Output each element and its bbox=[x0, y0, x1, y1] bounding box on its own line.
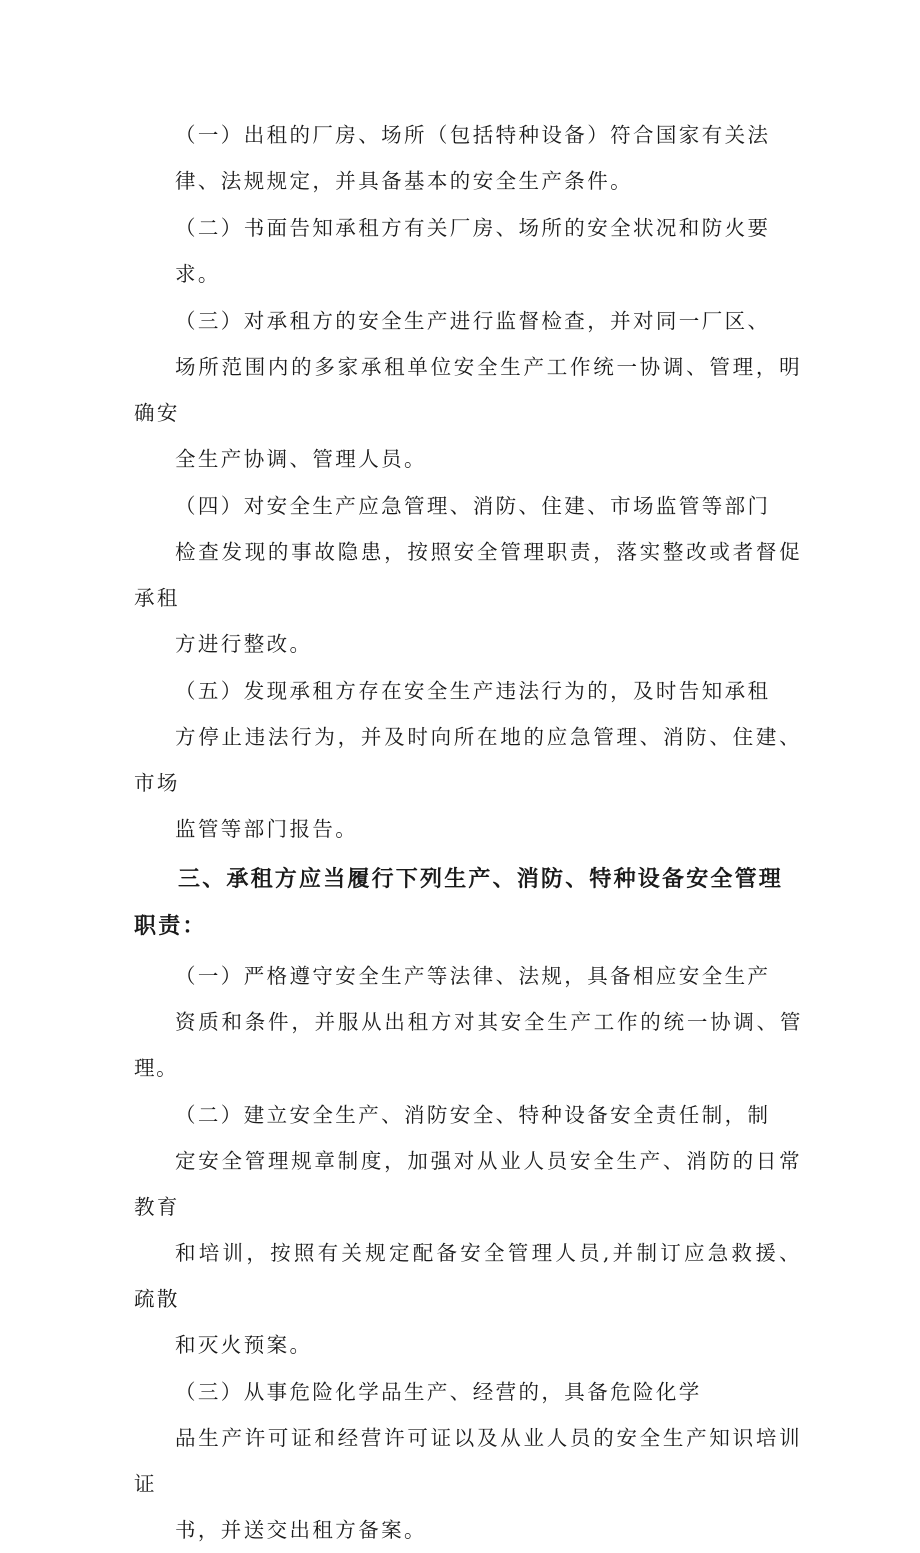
text-line: 书，并送交出租方备案。 bbox=[175, 1518, 427, 1542]
text-line: （二）建立安全生产、消防安全、特种设备安全责任制，制 bbox=[175, 1103, 771, 1127]
paragraph-item-2 bbox=[134, 1092, 802, 1368]
heading-line: 三、承租方应当履行下列生产、消防、特种设备安全管理 bbox=[178, 867, 784, 892]
text-line: 品生产许可证和经营许可证以及从业人员的安全生产知识培训证 bbox=[134, 1426, 802, 1496]
document-page bbox=[134, 112, 802, 1553]
text-line: （四）对安全生产应急管理、消防、住建、市场监管等部门 bbox=[175, 494, 771, 518]
paragraph-item-5 bbox=[134, 668, 802, 852]
text-line: （五）发现承租方存在安全生产违法行为的，及时告知承租 bbox=[175, 679, 771, 703]
text-line: （一）出租的厂房、场所（包括特种设备）符合国家有关法 bbox=[175, 123, 771, 147]
text-line: 检查发现的事故隐患，按照安全管理职责，落实整改或者督促承租 bbox=[134, 540, 802, 610]
text-line: （二）书面告知承租方有关厂房、场所的安全状况和防火要 bbox=[175, 216, 771, 240]
text-line: 监管等部门报告。 bbox=[175, 817, 359, 841]
text-line: 和灭火预案。 bbox=[175, 1333, 313, 1357]
text-line: 方进行整改。 bbox=[175, 632, 313, 656]
text-line: （三）对承租方的安全生产进行监督检查，并对同一厂区、 bbox=[175, 309, 771, 333]
paragraph-item-1 bbox=[134, 112, 802, 204]
text-line: 资质和条件，并服从出租方对其安全生产工作的统一协调、管理。 bbox=[134, 1010, 802, 1080]
text-line: （一）严格遵守安全生产等法律、法规，具备相应安全生产 bbox=[175, 964, 771, 988]
text-line: 全生产协调、管理人员。 bbox=[175, 447, 427, 471]
text-line: 方停止违法行为，并及时向所在地的应急管理、消防、住建、市场 bbox=[134, 725, 802, 795]
paragraph-item-3 bbox=[134, 298, 802, 482]
paragraph-item-3 bbox=[134, 1369, 802, 1553]
text-line: 定安全管理规章制度，加强对从业人员安全生产、消防的日常教育 bbox=[134, 1149, 802, 1219]
text-line: 律、法规规定，并具备基本的安全生产条件。 bbox=[175, 169, 633, 193]
paragraph-item-2 bbox=[134, 205, 802, 297]
text-line: 场所范围内的多家承租单位安全生产工作统一协调、管理，明确安 bbox=[134, 355, 802, 425]
paragraph-item-1 bbox=[134, 953, 802, 1091]
heading-line: 职责： bbox=[134, 914, 207, 939]
paragraph-item-4 bbox=[134, 483, 802, 667]
section-heading bbox=[134, 856, 802, 950]
text-line: 和培训，按照有关规定配备安全管理人员,并制订应急救援、疏散 bbox=[134, 1241, 802, 1311]
text-line: （三）从事危险化学品生产、经营的，具备危险化学 bbox=[175, 1380, 702, 1404]
text-line: 求。 bbox=[175, 262, 221, 286]
